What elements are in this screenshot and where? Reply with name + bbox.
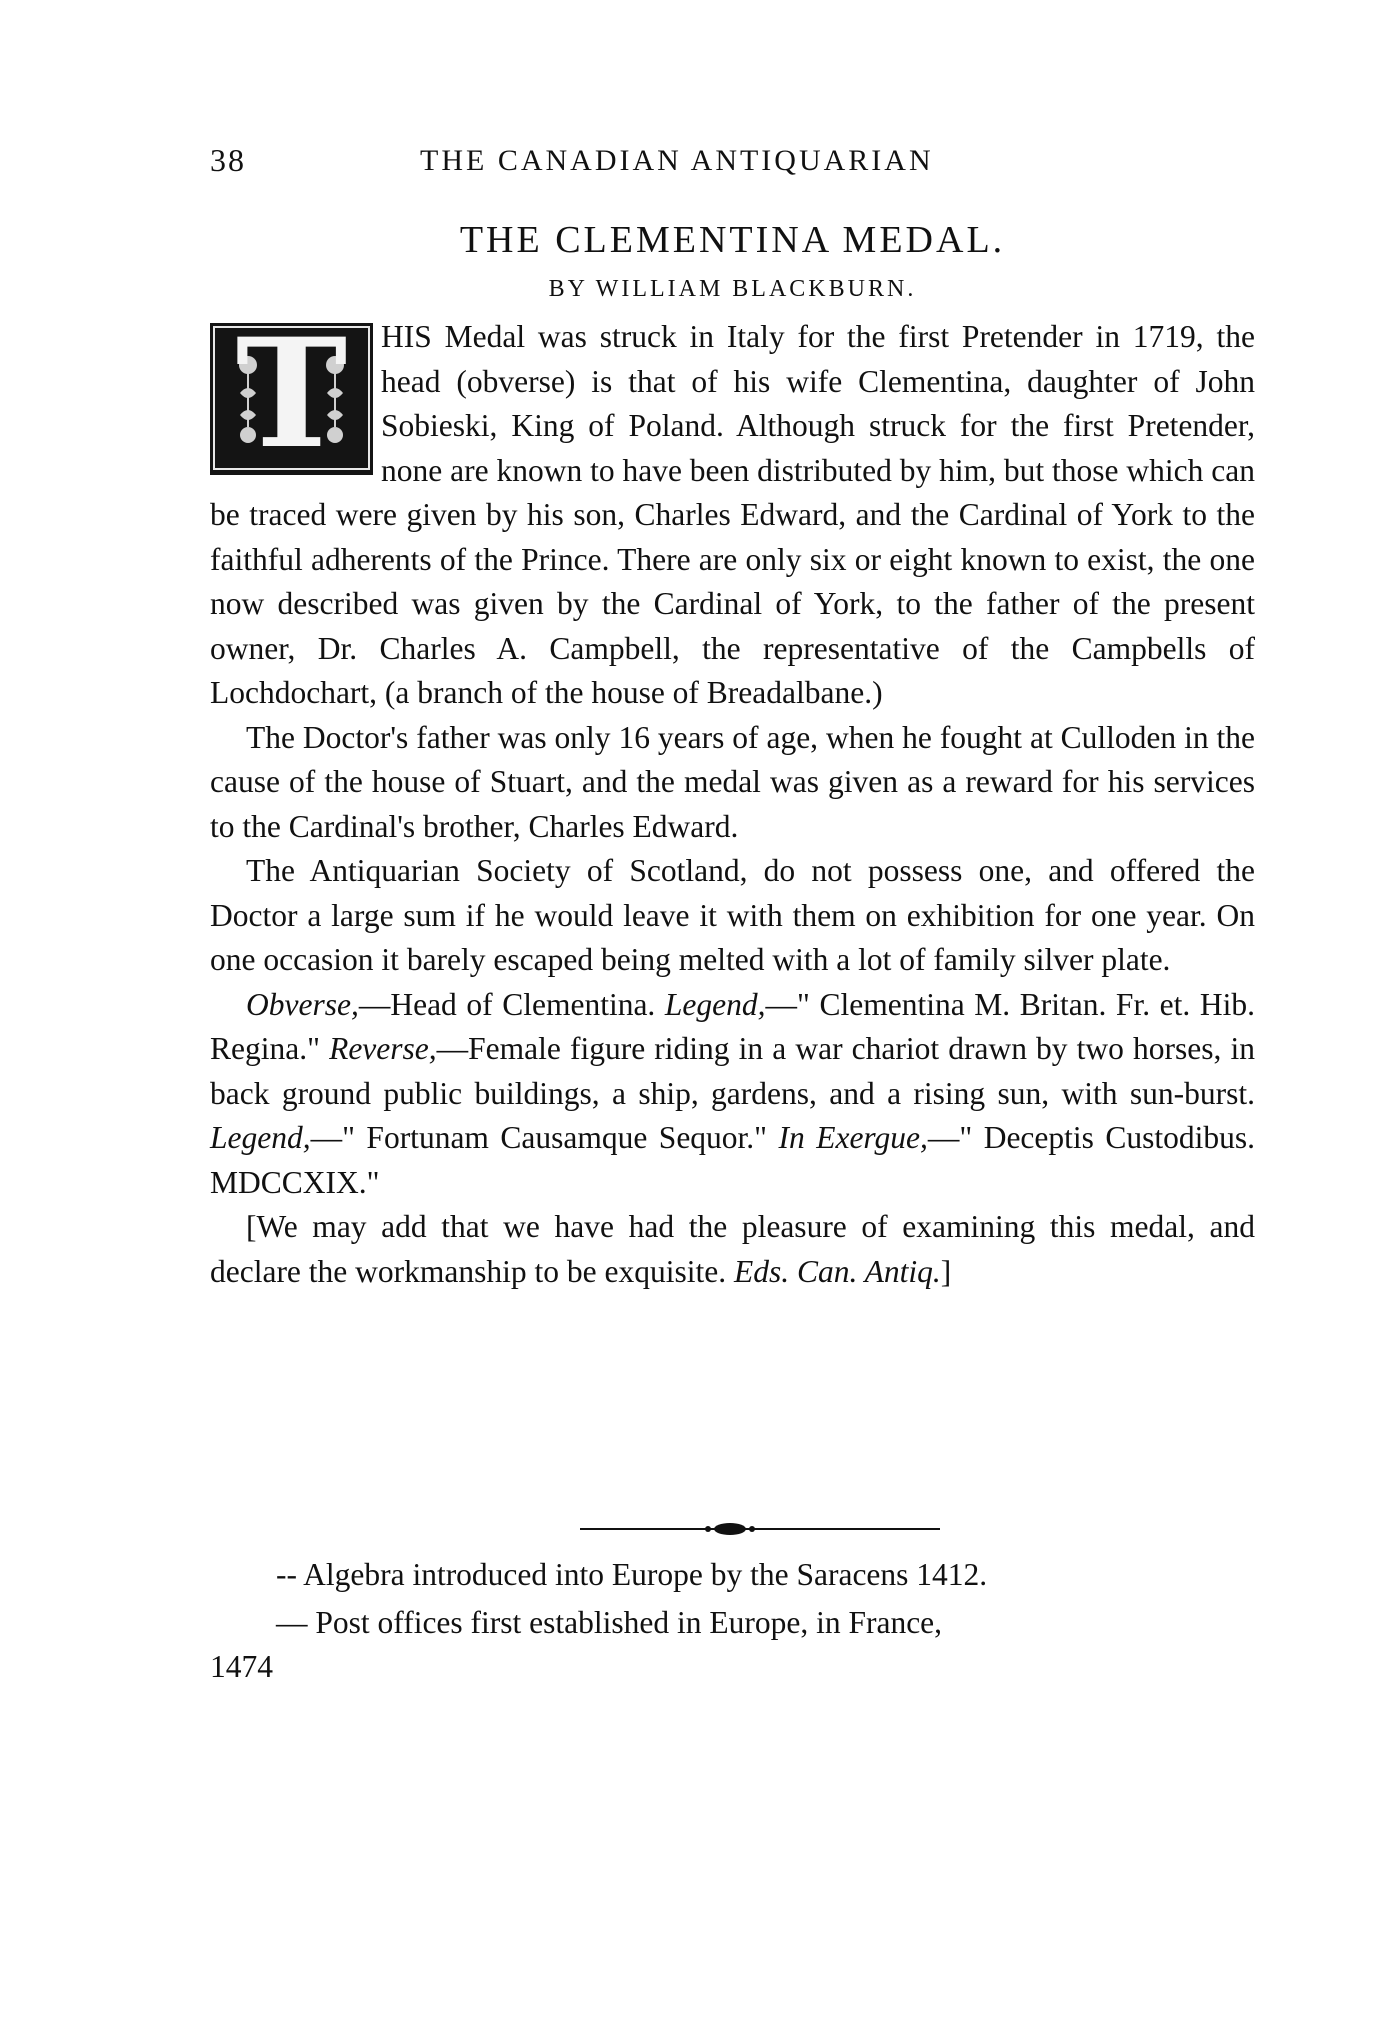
- editor-note-close: ]: [940, 1253, 952, 1289]
- legend-text: —" Clementina M. Britan. Fr. et. Hib. Regina.": [210, 986, 1255, 1066]
- article-body: [210, 306, 1256, 1294]
- legend-text: —" Fortunam Causamque Sequor.": [310, 1120, 768, 1155]
- reverse-label: Reverse,: [329, 1031, 437, 1066]
- journal-title: THE CANADIAN ANTIQUARIAN: [420, 144, 934, 177]
- paragraph-4: [210, 983, 1255, 1206]
- drop-cap-initial: [210, 306, 373, 482]
- running-head: [210, 142, 1255, 182]
- article-title: THE CLEMENTINA MEDAL.: [459, 219, 1006, 261]
- note-text: — Post offices first established in Europe, in France,: [276, 1604, 943, 1640]
- exergue-text: —" Deceptis Custodibus. MDCCXIX.": [210, 1120, 1256, 1200]
- note-year: 1474: [210, 1649, 273, 1684]
- page-number: 38: [210, 142, 246, 178]
- exergue-label: In Exergue,: [778, 1120, 928, 1155]
- paragraph-5: [210, 1205, 1255, 1294]
- section-divider-ornament: [580, 1522, 940, 1536]
- obverse-label: Obverse,: [246, 986, 359, 1022]
- reverse-text: —Female figure riding in a war chariot drawn by two horses, in back ground public buildings, a ship, gardens, and a rising sun, with sun-burst.: [210, 1031, 1255, 1111]
- legend-label: Legend,: [210, 1120, 311, 1155]
- paragraph-2: The Doctor's father was only 16 years of age, when he fought at Culloden in the cause of the house of Stuart, and the medal was given as a reward for his services to the Cardinal's brother, Charles Edward.: [210, 719, 1255, 844]
- editor-signature: Eds. Can. Antiq.: [733, 1253, 941, 1289]
- legend-label: Legend,: [664, 986, 766, 1022]
- paragraph-1: HIS Medal was struck in Italy for the first Pretender in 1719, the head (obverse) is that of his wife Clementina, daughter of John Sobieski, King of Poland. Although struck for the first Pretender, none are known to have been distributed by him, but those which can be traced were given by his son, Charles Edward, and the Cardinal of York to the faithful adherents of the Prince. There are only six or eight known to exist, the one now described was given by the Cardinal of York, to the father of the present owner, Dr. Charles A. Campbell, the representative of the Campbells of Lochdochart, (a branch of the house of Breadalbane.): [210, 319, 1255, 710]
- miscellany-notes: [210, 1553, 1255, 1693]
- note-item: [210, 1601, 1255, 1690]
- article-byline: BY WILLIAM BLACKBURN.: [548, 276, 917, 302]
- obverse-text: —Head of Clementina.: [358, 986, 656, 1022]
- paragraph-3: The Antiquarian Society of Scotland, do not possess one, and offered the Doctor a large sum if he would leave it with them on exhibition for one year. On one occasion it barely escaped being melted with a lot of family silver plate.: [210, 853, 1255, 977]
- note-item: -- Algebra introduced into Europe by the Saracens 1412.: [276, 1557, 988, 1592]
- editor-note-text: [We may add that we have had the pleasure of examining this medal, and declare the workmanship to be exquisite.: [210, 1209, 1255, 1289]
- drop-cap-letter: T: [235, 306, 348, 482]
